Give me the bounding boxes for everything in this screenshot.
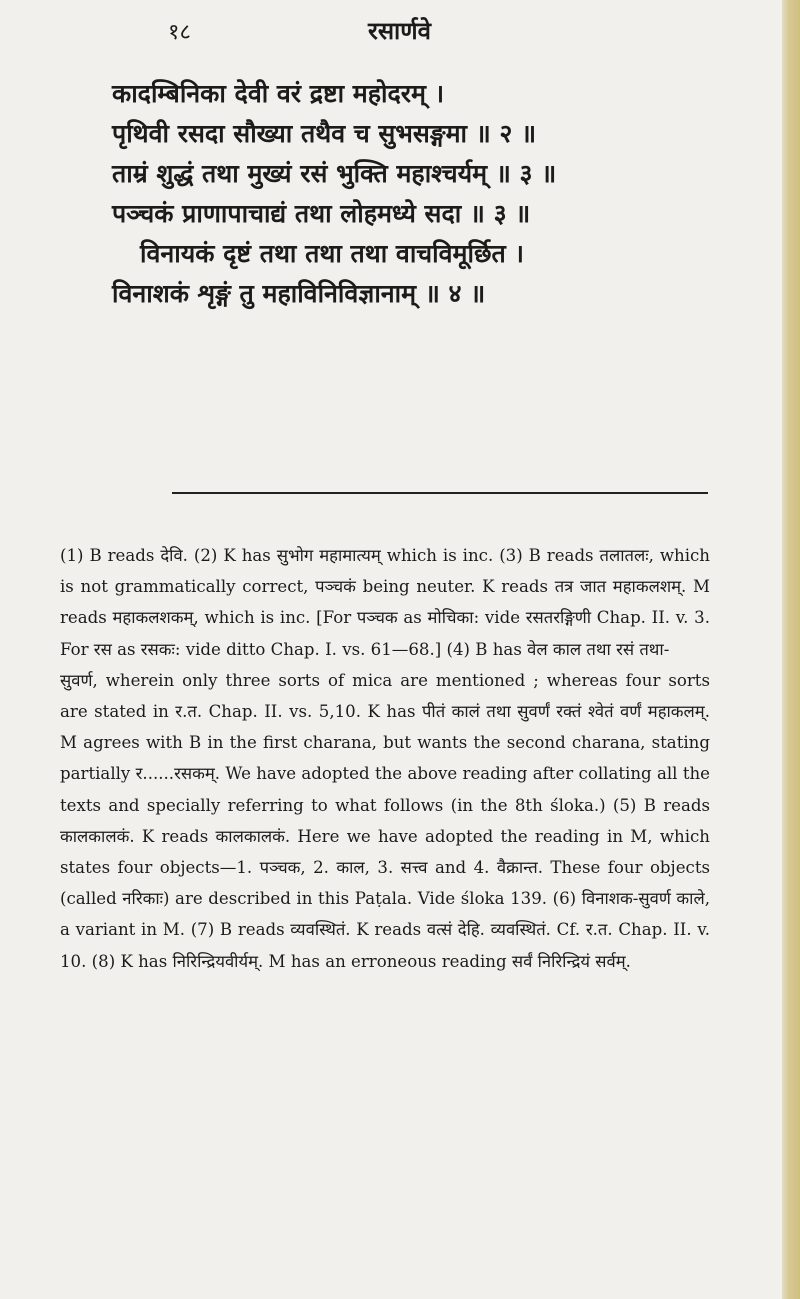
verse-line: पञ्चकं प्राणापाचाद्यं तथा लोहमध्ये सदा ॥ ३ ॥ <box>112 199 531 228</box>
verse-line: ताम्रं शुद्धं तथा मुख्यं रसं भुक्ति महाश्चर्यम् ॥ ३ ॥ <box>112 159 557 188</box>
page-edge <box>782 0 800 1299</box>
running-head: रसार्णवे <box>368 16 431 45</box>
page-number: १८ <box>168 20 191 45</box>
verse-line: विनायकं दृष्टं तथा तथा तथा वाचविमूर्छित । <box>140 239 524 268</box>
verse-block <box>112 74 672 314</box>
footnote-paragraph: (1) B reads देवि. (2) K has सुभोग महामात्यम् which is inc. (3) B reads तलातलः, which is not grammatically correct, पञ्चकं being neuter. K reads तत्र जात महाकलशम्. M reads महाकलशकम्, which is inc. [For पञ्चक as मोचिका: vide रसतरङ्गिणी Chap. II. v. 3. For रस as रसकः: vide ditto Chap. I. vs. 61—68.] (4) B has वेल काल तथा रसं तथा- <box>60 546 710 659</box>
verse-line: विनाशकं शृङ्गं तु महाविनिविज्ञानाम् ॥ ४ ॥ <box>112 279 486 308</box>
footnotes <box>60 540 710 977</box>
footnote-divider <box>172 492 708 494</box>
verse-line: पृथिवी रसदा सौख्या तथैव च सुभसङ्गमा ॥ २ ॥ <box>112 119 537 148</box>
verse-line: कादम्बिनिका देवी वरं द्रष्टा महोदरम् । <box>112 79 445 108</box>
footnote-paragraph: सुवर्ण, wherein only three sorts of mica are mentioned ; whereas four sorts are stated in र.त. Chap. II. vs. 5,10. K has पीतं कालं तथा सुवर्णं रक्तं श्वेतं वर्णं महाकलम्. M agrees with B in the first charana, but wants the second charana, stating partially र......रसकम्. We have adopted the above reading after collating all the texts and specially referring to what follows (in the 8th śloka.) (5) B reads कालकालकं. K reads कालकालकं. Here we have adopted the reading in M, which states four objects—1. पञ्चक, 2. काल, 3. सत्त्व and 4. वैक्रान्त. These four objects (called नरिकाः) are described in this Paṭala. Vide śloka 139. (6) विनाशक-सुवर्ण काले, a variant in M. (7) B reads व्यवस्थितं. K reads वत्सं देहि. व्यवस्थितं. Cf. र.त. Chap. II. v. 10. (8) K has निरिन्द्रियवीर्यम्. M has an erroneous reading सर्वं निरिन्द्रियं सर्वम्. <box>60 670 710 971</box>
